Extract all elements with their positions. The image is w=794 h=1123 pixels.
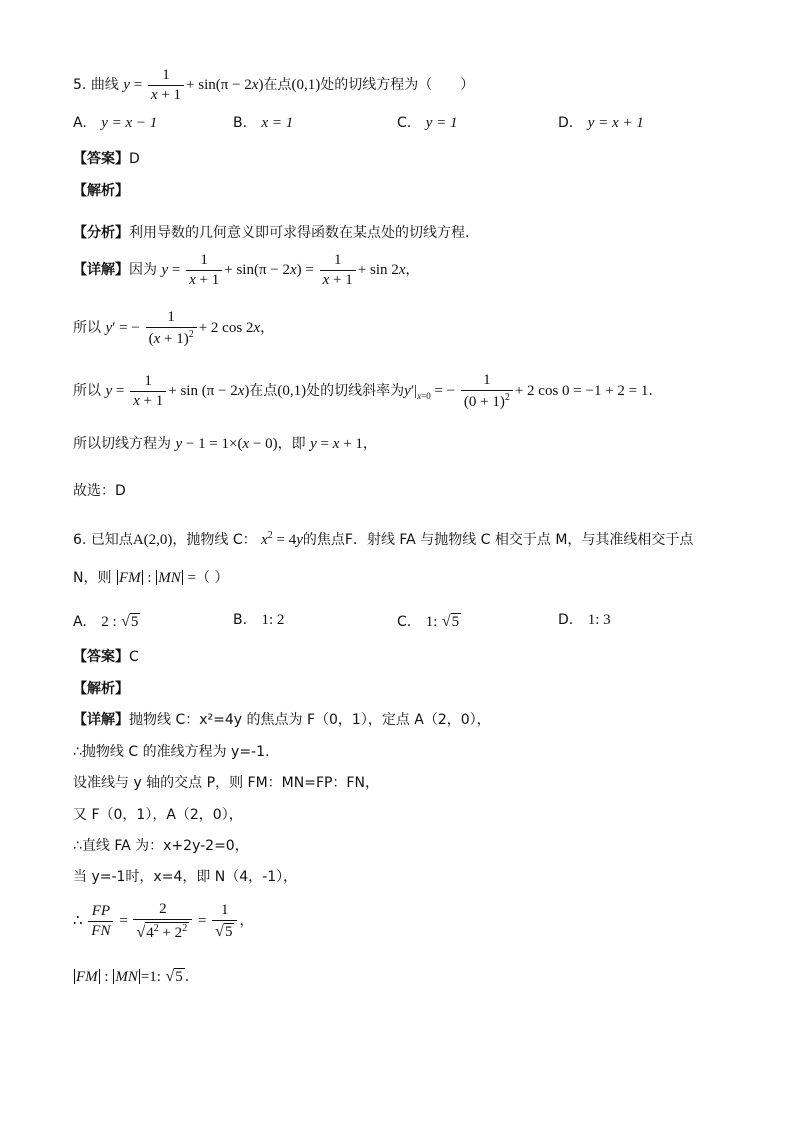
detail-text: ，即 [277,436,306,452]
formula: FM : MN [76,969,138,985]
fenxi-text: 利用导数的几何意义即可求得函数在某点处的切线方程. [129,225,470,241]
q6-option-b[interactable] [233,613,284,628]
q6-stem [73,531,693,548]
detail-text: 处的切线斜率为 [306,382,405,399]
q6-stem-pre: N，则 [73,570,112,586]
formula: y = $\frac{1}{x + 1}$ + sin (π − 2x) [105,373,250,409]
q6-analysis-tag: 【解析】 [73,681,129,697]
q5-option-a[interactable] [73,116,157,131]
answer-tag: 【答案】 [73,151,129,167]
option-label: B. [233,612,248,628]
q6-detail-line5: ∴直线 FA 为：x+2y-2=0， [73,838,249,854]
q5-detail-line2: 所以 y′ = − $\frac{1}{(x + 1)^2}$ + 2 cos 2x， [73,309,275,347]
q5-analysis-tag: 【解析】 [73,183,129,199]
q5-point: (0,1) [291,76,321,93]
detail-text: 所以 [73,319,101,336]
q5-option-d[interactable] [558,116,644,131]
formula: y = x + 1 [310,436,363,452]
q6-detail-ratio: ∴ $\frac{FP}{FN}$ = 2 √ $4^2 + 2^2$ = 1 √ 5 ， [73,901,254,941]
detail-text: 在点 [249,382,278,399]
sqrt-symbol: √ 5 [121,613,139,630]
q6-detail-line4: 又 F（0，1），A（2，0）， [73,807,243,823]
q5-stem-pre: 曲线 [90,76,119,93]
detail-text: 抛物线 C：x²=4y 的焦点为 F（0，1），定点 A（2，0）， [129,712,491,728]
formula: ∴ $\frac{FP}{FN}$ = 2 √ $4^2 + 2^2$ = 1 √ 5 [73,913,239,929]
sqrt-symbol: √ 5 [441,613,460,630]
q5-detail-line3: 所以 y = $\frac{1}{x + 1}$ + sin (π − 2x)在点(0,1)处的切线斜率为$y'|_{x=0}$ = − $\frac{1}{(0 + 1)^2}$ + 2 cos 0 = −1 + 2 = 1. [73,372,653,410]
ratio-expression: FM : MN = [118,570,196,586]
q5-fenxi [73,226,469,240]
q5-stem [73,68,474,103]
q6-detail-line6: 当 y=-1时，x=4，即 N（4，-1）， [73,869,298,885]
option-label: A. [73,115,87,131]
q6-stem-mid: ，抛物线 C： [172,532,257,548]
formula: y′ = − $\frac{1}{(x + 1)^2}$ + 2 cos 2x [105,309,261,347]
q6-stem-line2 [73,570,228,586]
q6-number: 6. [73,532,91,548]
detail-text: 所以切线方程为 [73,436,171,452]
q6-detail-line3: 设准线与 y 轴的交点 P，则 FM：MN=FP：FN， [73,775,379,791]
q6-detail-line2: ∴抛物线 C 的准线方程为 y=-1. [73,744,270,760]
option-label: D. [558,115,574,131]
answer-tag: 【答案】 [73,649,129,665]
q6-option-a[interactable] [73,613,140,630]
detail-text: 因为 [129,261,157,278]
answer-value: D [129,151,140,167]
option-label: B. [233,115,248,131]
q6-stem-mid: 的焦点F．射线 FA 与抛物线 C 相交于点 M，与其准线相交于点 [302,532,694,548]
q6-option-c[interactable] [397,613,461,630]
detail-text: 所以 [73,382,101,399]
q5-option-b[interactable] [233,116,293,131]
detail-tag: 【详解】 [73,261,129,278]
q5-stem-tail: 处的切线方程为（ ） [320,76,475,93]
formula: y − 1 = 1×(x − 0) [175,436,278,452]
q6-option-d[interactable] [558,613,611,628]
q6-detail-final: FM : MN =1: √ 5 . [73,968,189,985]
q5-option-c[interactable] [397,116,457,131]
q6-stem-pre: 已知点 [90,532,133,548]
detail-tag: 【详解】 [73,712,129,728]
formula: $y'|_{x=0}$ = − $\frac{1}{(0 + 1)^2}$ + 2 cos 0 = −1 + 2 = 1 [404,372,649,410]
q5-number: 5. [73,76,91,93]
option-math: 1: 3 [587,612,611,628]
option-math: x = 1 [261,115,294,131]
option-label: C. [397,614,412,630]
answer-value: C [129,649,139,665]
point: (0,1) [277,382,307,399]
q5-detail-line1: 【详解】因为 y = $\frac{1}{x + 1}$ + sin(π − 2x) = $\frac{1}{x + 1}$ + sin 2x， [73,252,420,288]
option-math: y = x − 1 [101,115,158,131]
q6-answer [73,650,139,664]
point-a: A(2,0) [132,532,173,548]
option-label: D. [558,612,574,628]
option-math: 1: 2 [261,612,285,628]
q5-detail-line4: 所以切线方程为 y − 1 = 1×(x − 0)，即 y = x + 1， [73,436,377,452]
q5-answer [73,152,140,166]
sqrt-symbol: √ 5 [165,968,183,985]
option-label: C. [397,115,412,131]
formula: y = $\frac{1}{x + 1}$ + sin(π − 2x) = $\frac{1}{x + 1}$ + sin 2x [161,252,406,288]
fenxi-tag: 【分析】 [73,225,129,241]
option-math: 1: [425,614,438,630]
option-math: y = x + 1 [587,115,644,131]
q5-detail-line5: 故选：D [73,483,126,499]
q5-function: y = $\frac{1}{x + 1}$ + sin(π − 2x) [123,67,264,103]
option-math: 2 : [101,614,117,630]
q6-detail-line1 [73,713,491,727]
q5-stem-post: 在点 [263,76,292,93]
option-math: y = 1 [425,115,458,131]
final-tail: =1: [140,969,161,985]
q6-stem-post: （ ） [196,570,229,586]
parabola: $x^2 = 4y$ [261,530,303,548]
option-label: A. [73,614,87,630]
